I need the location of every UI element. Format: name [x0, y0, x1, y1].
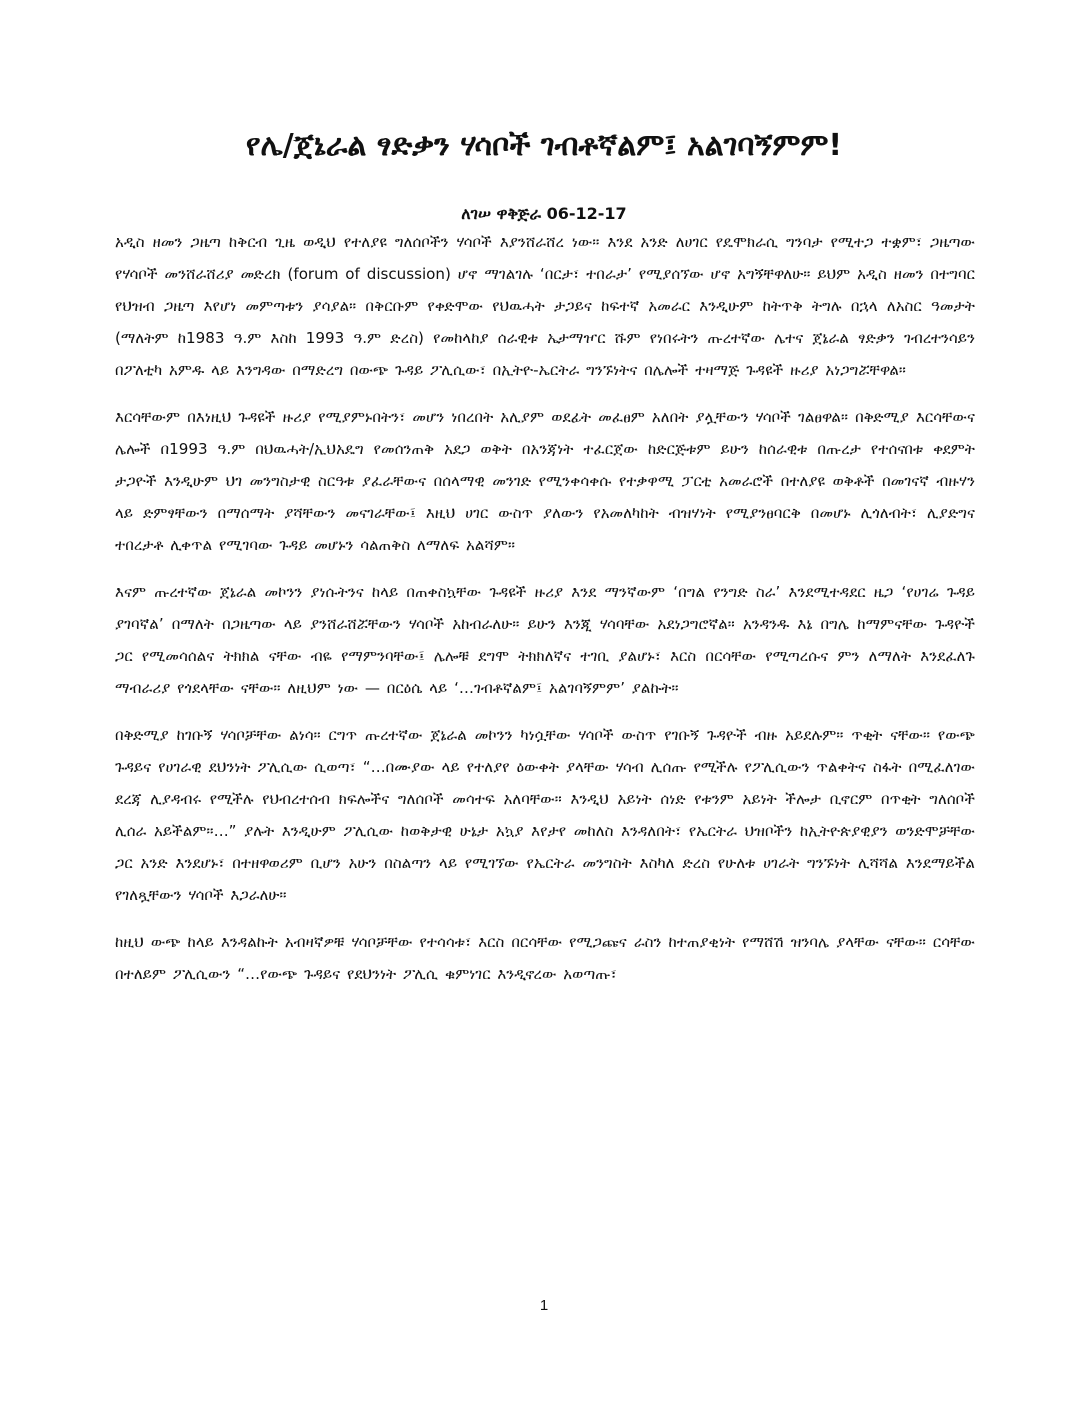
article-title: የሌ/ጀኔራል ፃድቃን ሃሳቦች ገብቶኛልም፤ አልገባኝምም!	[245, 128, 843, 163]
paragraph-2: እርሳቸውም በእነዚህ ጉዳዩች ዙሪያ የሚያምኑበትን፣ መሆን ነበረበት አሊያም ወደፊት መፈፀም አለበት ያሏቸውን ሃሳቦች ገልፀዋል። በቅድሚያ እርሳቸውና ሌሎች በ1993 ዓ.ም በህዉሓት/ኢህአዴግ የመሰንጠቅ አደጋ ወቅት በአንጃነት ተፈርጀው ከድርጅቱም ይሁን ከሰራዊቱ በጡረታ የተሰናበቱ ቀደምት ታጋዮች እንዲሁም ህገ መንግስታዊ ስርዓቱ ያፈራቸውና በሰላማዊ መንገድ የሚንቀሳቀሱ የተቃዋሚ ፓርቲ አመራሮች በተለያዩ ወቅቶች በመገናኛ ብዙሃን ላይ ድምፃቸውን በማሰማት ያሻቸውን መናገራቸው፤ እዚህ ሀገር ውስጥ ያለውን የአመለካከት ብዝሃነት የሚያንፀባርቅ በመሆኑ ሊጎለብት፣ ሊያድግና ተበረታቶ ሊቀጥል የሚገባው ጉዳይ መሆኑን ሳልጠቅስ ለማለፍ አልሻም።	[115, 408, 975, 554]
page-number: 1	[539, 1297, 549, 1314]
article-body	[115, 226, 975, 1005]
paragraph-1: አዲስ ዘመን ጋዜጣ ከቅርብ ጊዜ ወዲህ የተለያዩ ግለሰቦችን ሃሳቦች እያንሸራሸረ ነው። እንደ አንድ ለሀገር የዴሞክራሲ ግንባታ የሚተጋ ተቋም፣ ጋዜጣው የሃሳቦች መንሸራሸሪያ መድረክ (forum of discussion) ሆኖ ማገልገሉ ‘በርታ፣ ተበራታ’ የሚያሰኘው ሆኖ አግኝቸዋለሁ። ይህም አዲስ ዘመን በተግባር የህዝብ ጋዜጣ እየሆነ መምጣቱን ያሳያል። በቅርቡም የቀድሞው የህዉሓት ታጋይና ከፍተኛ አመራር እንዲሁም ከትጥቅ ትግሉ በኋላ ለአስር ዓመታት (ማለትም ከ1983 ዓ.ም እስከ 1993 ዓ.ም ድረስ) የመከላከያ ሰራዊቱ ኤታማዦር ሹም የነበሩትን ጡረተኛው ሌተና ጀኔራል ፃድቃን ገብረተንሳይን በፖለቲካ አምዱ ላይ እንግዳው በማድረግ በውጭ ጉዳይ ፖሊሲው፣ በኢትዮ-ኤርትራ ግንኙነትና በሌሎች ተዛማጅ ጉዳዩች ዙሪያ አነጋግሯቸዋል።	[115, 233, 975, 379]
paragraph-3: እናም ጡረተኛው ጀኔራል መኮንን ያነሱትንና ከላይ በጠቀስኳቸው ጉዳዩች ዙሪያ እንደ ማንኛውም ‘በግል የንግድ ስራ’ እንደሚተዳደር ዜጋ ‘የሀገሬ ጉዳይ ያገባኛል’ በማለት በጋዜጣው ላይ ያንሸራሸሯቸውን ሃሳቦች አከብራለሁ። ይሁን እንጂ ሃሳባቸው አደነጋግሮኛል። አንዳንዱ እኔ በግሌ ከማምናቸው ጉዳዮች ጋር የሚመሳሰልና ትክክል ናቸው ብዬ የማምንባቸው፤ ሌሎቹ ደግሞ ትክክለኛና ተገቢ ያልሆኑ፣ እርስ በርሳቸው የሚጣረሱና ምን ለማለት እንደፈለጉ ማብራሪያ የጎደላቸው ናቸው። ለዚህም ነው — በርዕሴ ላይ ‘…ገብቶኛልም፤ አልገባኝምም’ ያልኩት።	[115, 583, 975, 697]
paragraph-5: ከዚህ ውጭ ከላይ እንዳልኩት አብዛኛዎቹ ሃሳቦቻቸው የተሳሳቱ፣ እርስ በርሳቸው የሚጋጩና ራስን ከተጠያቂነት የማሸሽ ዝንባሌ ያላቸው ናቸው። ርሳቸው በተለይም ፖሊሲውን “…የውጭ ጉዳይና የደህንነት ፖሊሲ ቁምነገር እንዲኖረው አወጣጡ፣	[115, 933, 975, 983]
paragraph-4: በቅድሚያ ከገቡኝ ሃሳቦቻቸው ልነሳ። ርግጥ ጡረተኛው ጀኔራል መኮንን ካነሷቸው ሃሳቦች ውስጥ የገቡኝ ጉዳዮች ብዙ አይደሉም። ጥቂት ናቸው። የውጭ ጉዳይና የሀገራዊ ደህንነት ፖሊሲው ሲወጣ፣ “…በሙያው ላይ የተለያየ ዕውቀት ያላቸው ሃሳብ ሊሰጡ የሚችሉ የፖሊሲውን ጥልቀትና ስፋት በሚፈለገው ደረጃ ሊያዳብሩ የሚችሉ የህብረተሰብ ክፍሎችና ግለሰቦች መሳተፍ አለባቸው። እንዲህ አይነት ሰነድ የቱንም አይነት ችሎታ ቢኖርም በጥቂት ግለሰቦች ሊሰራ አይችልም።…” ያሉት እንዲሁም ፖሊሲው ከወቅታዊ ሁኔታ አኳያ እየታየ መከለስ እንዳለበት፣ የኤርትራ ህዝቦችን ከኢትዮጵያዊያን ወንድሞቻቸው ጋር አንድ እንደሆኑ፣ በተዘዋወሪም ቢሆን አሁን በስልጣን ላይ የሚገኘው የኤርትራ መንግስት እስካለ ድረስ የሁለቱ ሀገራት ግንኙነት ሊሻሻል እንደማይችል የገለጿቸውን ሃሳቦች እጋራለሁ።	[115, 726, 975, 904]
author-date-line: ለገሠ ዋቅጅራ 06-12-17	[461, 204, 627, 223]
